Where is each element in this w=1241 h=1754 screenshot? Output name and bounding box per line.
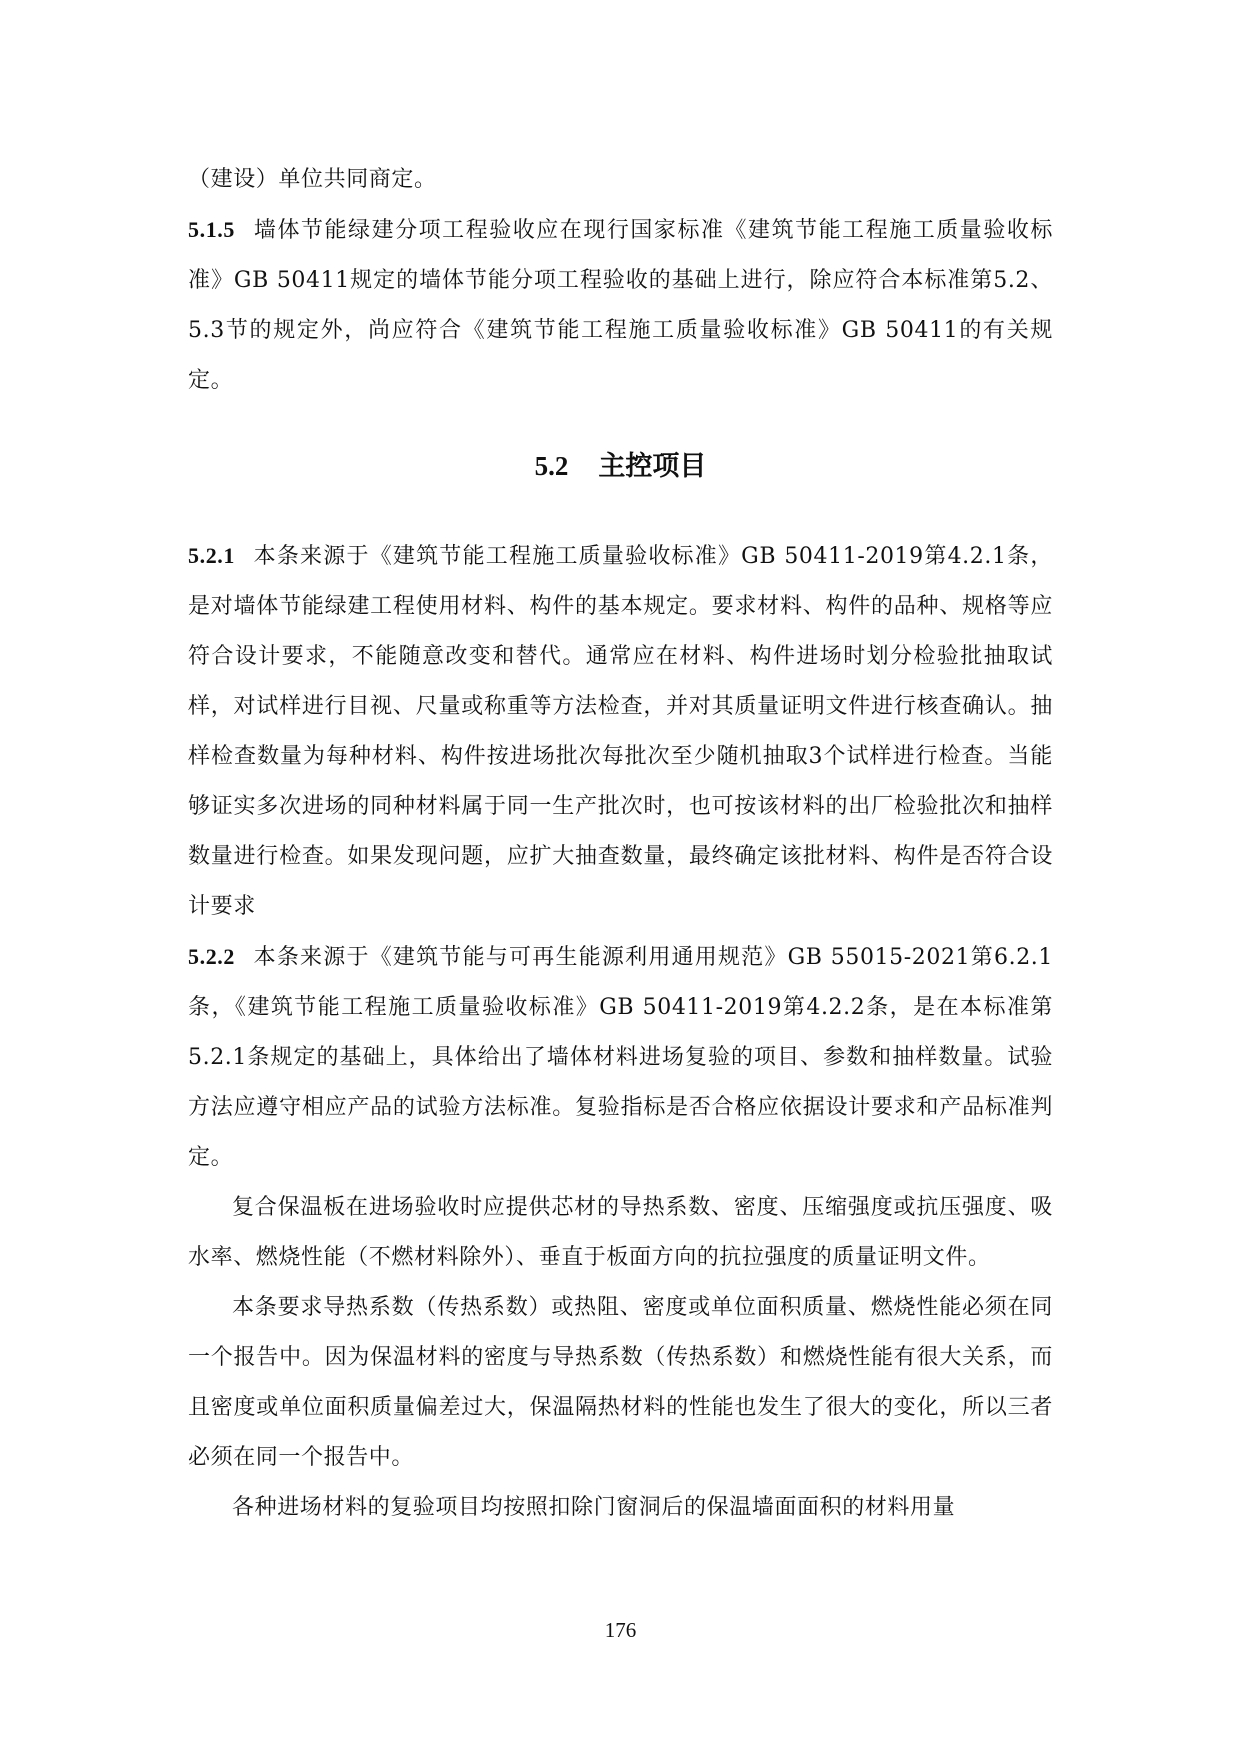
paragraph-retest-items: 各种进场材料的复验项目均按照扣除门窗洞后的保温墙面面积的材料用量 xyxy=(232,1495,956,1520)
clause-number: 5.2.2 xyxy=(188,944,235,969)
clause-5-2-1 xyxy=(188,531,1053,932)
clause-text: 本条来源于《建筑节能与可再生能源利用通用规范》GB 55015-2021第6.2.1条，《建筑节能工程施工质量验收标准》GB 50411-2019第4.2.2条，是在本标准第5.2.1条规定的基础上，具体给出了墙体材料进场复验的项目、参数和抽样数量。试验方法应遵守相应产品的试验方法标准。复验指标是否合格应依据设计要求和产品标准判定。 xyxy=(188,945,1053,1170)
paragraph-same-report: 本条要求导热系数（传热系数）或热阻、密度或单位面积质量、燃烧性能必须在同一个报告中。因为保温材料的密度与导热系数（传热系数）和燃烧性能有很大关系，而且密度或单位面积质量偏差过大，保温隔热材料的性能也发生了很大的变化，所以三者必须在同一个报告中。 xyxy=(188,1295,1053,1470)
page-body xyxy=(188,155,1053,1533)
section-heading xyxy=(188,446,1053,487)
clause-text: 本条来源于《建筑节能工程施工质量验收标准》GB 50411-2019第4.2.1条，是对墙体节能绿建工程使用材料、构件的基本规定。要求材料、构件的品种、规格等应符合设计要求，不能随意改变和替代。通常应在材料、构件进场时划分检验批抽取试样，对试样进行目视、尺量或称重等方法检查，并对其质量证明文件进行核查确认。抽样检查数量为每种材料、构件按进场批次每批次至少随机抽取3个试样进行检查。当能够证实多次进场的同种材料属于同一生产批次时，也可按该材料的出厂检验批次和抽样数量进行检查。如果发现问题，应扩大抽查数量，最终确定该批材料、构件是否符合设计要求 xyxy=(188,544,1053,919)
section-number: 5.2 xyxy=(534,451,569,481)
clause-5-1-5 xyxy=(188,205,1053,406)
page-number: 176 xyxy=(604,1618,637,1642)
clause-number: 5.1.5 xyxy=(188,217,235,242)
clause-text: 墙体节能绿建分项工程验收应在现行国家标准《建筑节能工程施工质量验收标准》GB 50411规定的墙体节能分项工程验收的基础上进行，除应符合本标准第5.2、5.3节的规定外，尚应符合《建筑节能工程施工质量验收标准》GB 50411的有关规定。 xyxy=(188,218,1053,393)
paragraph-composite-board: 复合保温板在进场验收时应提供芯材的导热系数、密度、压缩强度或抗压强度、吸水率、燃烧性能（不燃材料除外）、垂直于板面方向的抗拉强度的质量证明文件。 xyxy=(188,1195,1053,1270)
paragraph-continuation: （建设）单位共同商定。 xyxy=(188,167,437,192)
clause-5-2-2 xyxy=(188,932,1053,1183)
clause-number: 5.2.1 xyxy=(188,543,235,568)
section-title: 主控项目 xyxy=(598,451,707,482)
